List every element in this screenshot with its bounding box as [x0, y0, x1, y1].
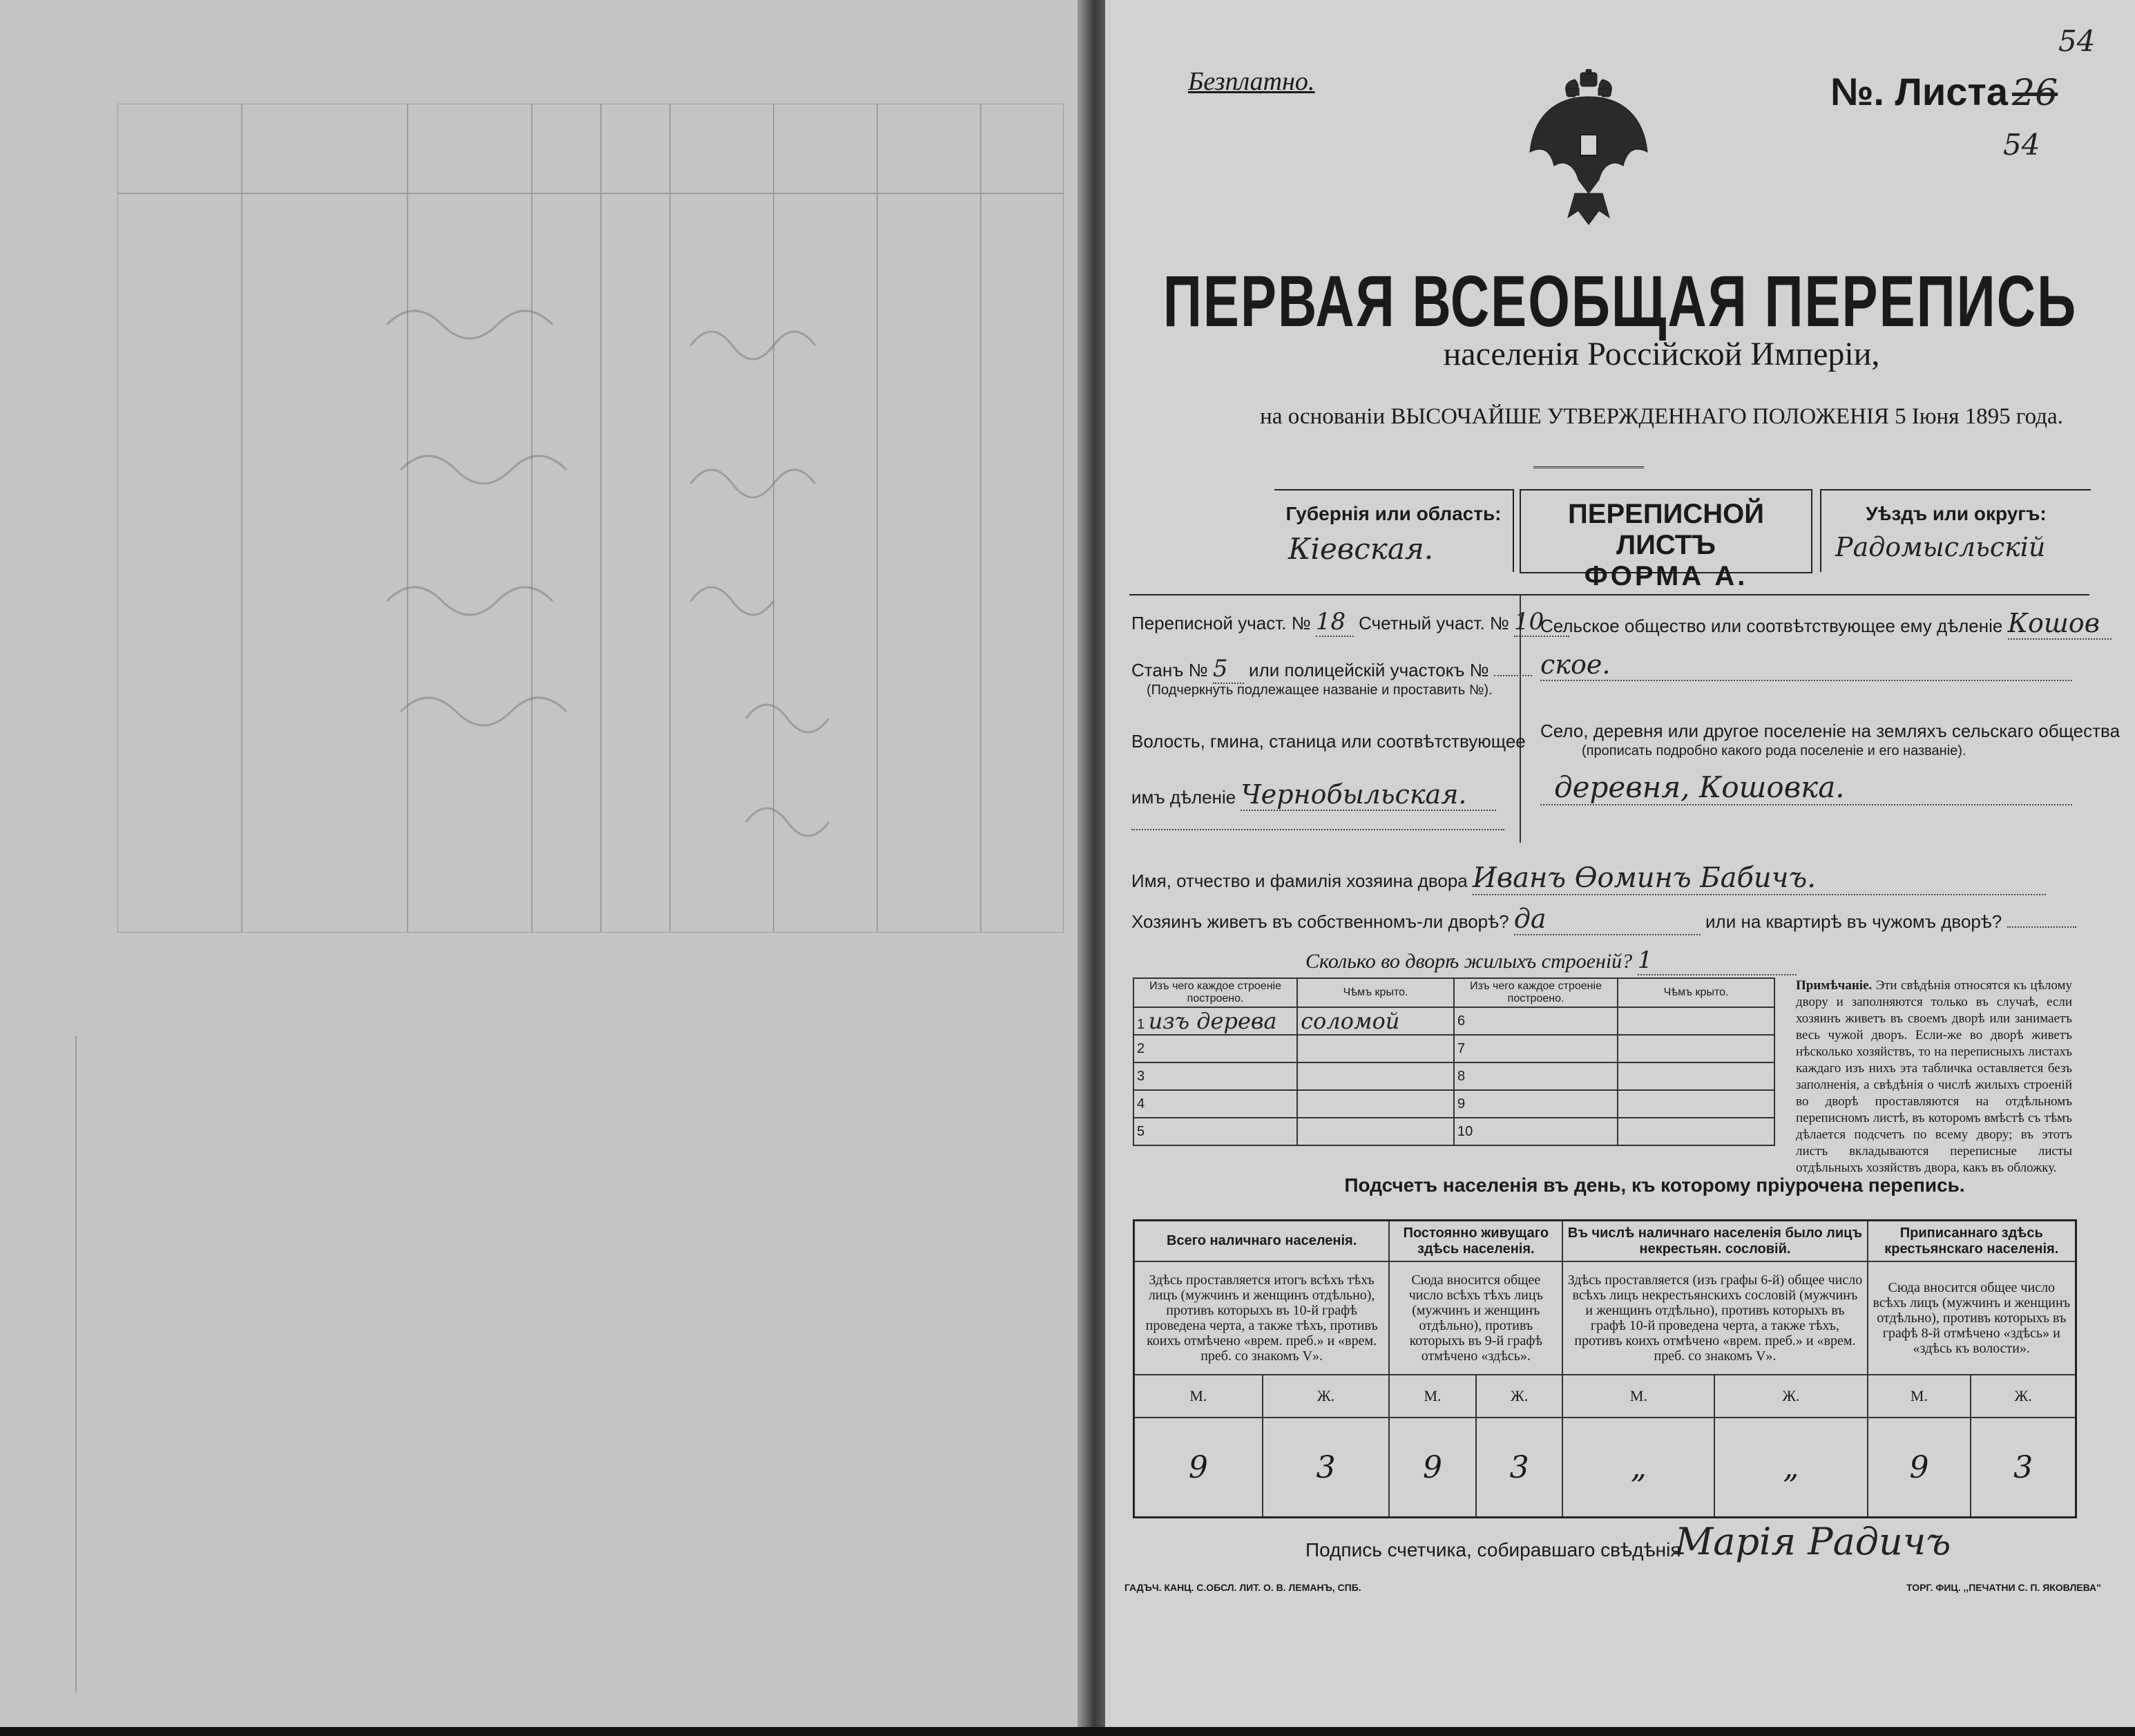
bld-cell — [1133, 1090, 1297, 1118]
row-number: 5 — [1137, 1123, 1145, 1139]
male-header: М. — [1134, 1375, 1263, 1418]
selskoe-value2: ское. — [1540, 649, 1611, 680]
stan-row — [1131, 655, 1532, 684]
book-gutter — [1078, 0, 1105, 1736]
bld-cell — [1454, 1118, 1618, 1145]
sheet-number-handwritten: 54 — [2003, 128, 2040, 162]
signature-value: Марія Радичъ — [1675, 1520, 1951, 1563]
bld-cell — [1133, 1062, 1297, 1090]
note-text: Эти свѣдѣнія относятся къ цѣлому двору и заполняются только въ случаѣ, если хозяинъ живетъ въ своемъ дворѣ или занимаетъ весь чужой дворъ. Если-же во дворѣ живетъ нѣсколько хозяйствъ, то на переписныхъ листахъ каждаго изъ нихъ эта табличка оставляется безъ заполненія, а свѣдѣнія о числѣ жилыхъ строеній во дворѣ проставляются на отдѣльномъ переписномъ листѣ, въ которомъ вмѣстѣ съ тѣмъ дѣлается подсчетъ по всему двору; въ этотъ листъ вкладываются переписные листы отдѣльныхъ хозяйствъ двора, какъ въ обложку. — [1796, 978, 2072, 1175]
buildings-note — [1796, 977, 2072, 1176]
selo-value: деревня, Кошовка. — [1554, 770, 1845, 804]
peasant-male: 9 — [1909, 1449, 1929, 1485]
sheet-number-crossed: 26 — [2011, 73, 2058, 114]
selo-row — [1540, 770, 2072, 805]
bld-cell — [1454, 1035, 1618, 1062]
table-row — [1133, 1007, 1774, 1035]
pop-value-cell — [1476, 1418, 1563, 1518]
pop-value-cell — [1868, 1418, 1971, 1518]
volost-extra-line — [1131, 829, 1504, 830]
uezd-label: Уѣздъ или округъ: — [1866, 503, 2047, 524]
selskoe-row2 — [1540, 649, 2072, 681]
female-header: Ж. — [1476, 1375, 1563, 1418]
pop-desc-total: Здѣсь проставляется итогъ всѣхъ тѣхъ лицъ (мужчинъ и женщинъ отдѣльно), противъ которыхъ въ 10-й графѣ проведена черта, а также тѣхъ, противъ коихъ отмѣчено «врем. преб.» и «врем. преб. со знакомъ V». — [1134, 1261, 1390, 1375]
bld-col-material-2: Изъ чего каждое строеніе построено. — [1454, 978, 1618, 1007]
table-row — [1133, 1090, 1774, 1118]
pop-value-cell — [1714, 1418, 1867, 1518]
total-female: 3 — [1316, 1449, 1336, 1485]
buildings-label: Сколько во дворѣ жилыхъ строеній? — [1305, 950, 1633, 973]
bld-cell — [1618, 1007, 1774, 1035]
sheet-number-label — [1830, 69, 2058, 114]
lives-value: да — [1514, 904, 1701, 935]
selskoe-row — [1540, 608, 2112, 640]
uezd-value: Радомысльскій — [1835, 532, 2046, 562]
owner-value: Иванъ Ѳоминъ Бабичъ. — [1473, 862, 2046, 895]
pop-desc-nonpeasant: Здѣсь проставляется (изъ графы 6-й) общее число всѣхъ лицъ некрестьянскихъ сословій (мужчинъ и женщинъ отдѣльно), противъ которыхъ въ графѣ 10-й проведена черта, а также тѣхъ, противъ коихъ отмѣчено «врем. преб.» и «врем. преб. со знакомъ V». — [1562, 1261, 1867, 1375]
pop-desc-peasant: Сюда вносится общее число всѣхъ лицъ (мужчинъ и женщинъ отдѣльно), противъ которыхъ въ графѣ 8-й отмѣчено «здѣсь» и «здѣсь къ волости». — [1868, 1261, 2076, 1375]
peasant-female: 3 — [2013, 1449, 2033, 1485]
corner-sheet-number: 54 — [2058, 24, 2096, 58]
lives-row — [1131, 904, 2076, 935]
gubernia-label: Губернія или область: — [1285, 503, 1502, 524]
table-row — [1133, 1062, 1774, 1090]
volost-value: Чернобыльская. — [1241, 779, 1496, 811]
male-header: М. — [1562, 1375, 1714, 1418]
pop-col-peasant: Приписаннаго здѣсь крестьянскаго населенія. — [1868, 1221, 2076, 1262]
nonpeasant-female: „ — [1783, 1449, 1799, 1485]
selskoe-value: Кошов — [2008, 608, 2112, 640]
row-number: 8 — [1457, 1068, 1466, 1084]
gubernia-box — [1274, 489, 1514, 572]
book-bottom-edge — [0, 1727, 2135, 1736]
signature-label: Подпись счетчика, собиравшаго свѣдѣнія — [1305, 1539, 1681, 1561]
bld-cell — [1618, 1035, 1774, 1062]
buildings-row — [1305, 946, 1797, 975]
imperial-eagle-icon — [1526, 69, 1651, 228]
uchastok-row — [1131, 608, 1569, 637]
lives-label2: или на квартирѣ въ чужомъ дворѣ? — [1705, 911, 2002, 932]
female-header: Ж. — [1971, 1375, 2076, 1418]
police-note: (Подчеркнуть подлежащее названіе и проставить №). — [1147, 683, 1493, 698]
bld-col-roof-2: Чѣмъ крыто. — [1618, 978, 1774, 1007]
population-heading: Подсчетъ населенія въ день, къ которому пріурочена перепись. — [1344, 1174, 1965, 1196]
sheet-label: №. Листа — [1830, 70, 2008, 113]
pop-value-cell — [1389, 1418, 1476, 1518]
stan-value: 5 — [1213, 655, 1244, 684]
permanent-male: 9 — [1423, 1449, 1443, 1485]
population-table — [1133, 1219, 2077, 1518]
uchastok-label: Переписной участ. № — [1131, 613, 1311, 633]
bld-cell — [1297, 1118, 1454, 1145]
police-label: или полицейскій участокъ № — [1249, 660, 1489, 680]
total-male: 9 — [1188, 1449, 1208, 1485]
uezd-box — [1820, 489, 2091, 572]
gubernia-value: Кіевская. — [1288, 532, 1434, 566]
bld-cell — [1454, 1062, 1618, 1090]
fields-frame — [1129, 594, 2089, 596]
volost-label2: имъ дѣленіе — [1131, 787, 1236, 808]
bld-cell — [1454, 1007, 1618, 1035]
bld-col-material: Изъ чего каждое строеніе построено. — [1133, 978, 1297, 1007]
owner-label: Имя, отчество и фамилія хозяина двора — [1131, 870, 1468, 891]
pop-col-permanent: Постоянно живущаго здѣсь населенія. — [1389, 1221, 1562, 1262]
row-number: 6 — [1457, 1013, 1466, 1029]
selskoe-label: Сельское общество или соотвѣтствующее ему дѣленіе — [1540, 616, 2003, 636]
stan-label: Станъ № — [1131, 660, 1208, 680]
bld-cell — [1133, 1118, 1297, 1145]
row-number: 9 — [1457, 1096, 1466, 1112]
selo-label: Село, деревня или другое поселеніе на земляхъ сельскаго общества — [1540, 721, 2120, 741]
row-number: 7 — [1457, 1040, 1466, 1056]
free-label: Безплатно. — [1188, 67, 1315, 96]
decorative-rule — [1533, 466, 1644, 468]
schet-value: 10 — [1514, 608, 1569, 637]
buildings-table — [1133, 977, 1775, 1146]
pop-desc-permanent: Сюда вносится общее число всѣхъ тѣхъ лицъ (мужчинъ и женщинъ отдѣльно), противъ которыхъ въ 9-й графѣ отмѣчено «здѣсь». — [1389, 1261, 1562, 1375]
bld-cell — [1618, 1118, 1774, 1145]
pop-value-cell — [1134, 1418, 1263, 1518]
bld-cell — [1618, 1090, 1774, 1118]
male-header: М. — [1868, 1375, 1971, 1418]
census-subtitle: населенія Россійской Имперіи, — [1443, 336, 1880, 372]
female-header: Ж. — [1714, 1375, 1867, 1418]
volost-label: Волость, гмина, станица или соотвѣтствующее — [1131, 731, 1526, 752]
table-row — [1133, 1118, 1774, 1145]
uchastok-value: 18 — [1316, 608, 1354, 637]
volost-row — [1131, 779, 1496, 811]
printer-left: ГАДЪЧ. КАНЦ. С.ОБСЛ. ЛИТ. О. В. ЛЕМАНЪ, СПБ. — [1124, 1582, 1361, 1593]
pop-value-cell — [1263, 1418, 1389, 1518]
bld-cell — [1454, 1090, 1618, 1118]
female-header: Ж. — [1263, 1375, 1389, 1418]
census-title: ПЕРВАЯ ВСЕОБЩАЯ ПЕРЕПИСЬ — [1162, 260, 2078, 343]
census-form-page — [1105, 0, 2135, 1736]
nonpeasant-male: „ — [1630, 1449, 1647, 1485]
form-title: ПЕРЕПИСНОЙ ЛИСТЪ — [1568, 499, 1764, 560]
police-value — [1494, 675, 1532, 676]
form-title-box — [1520, 489, 1812, 591]
pop-col-nonpeasant: Въ числѣ наличнаго населенія было лицъ некрестьян. сословій. — [1562, 1221, 1867, 1262]
row-number: 1 — [1137, 1017, 1145, 1032]
bld-cell — [1297, 1035, 1454, 1062]
bld-cell — [1297, 1007, 1454, 1035]
bld-cell — [1297, 1062, 1454, 1090]
bld-cell — [1618, 1062, 1774, 1090]
pop-value-cell — [1971, 1418, 2076, 1518]
lives-label: Хозяинъ живетъ въ собственномъ-ли дворѣ? — [1131, 911, 1509, 932]
bld-roof: соломой — [1301, 1008, 1400, 1034]
pop-col-total: Всего наличнаго населенія. — [1134, 1221, 1390, 1262]
pop-value-cell — [1562, 1418, 1714, 1518]
bld-cell — [1133, 1007, 1297, 1035]
schet-label: Счетный участ. № — [1359, 613, 1509, 633]
table-row — [1133, 1035, 1774, 1062]
row-number: 3 — [1137, 1068, 1145, 1084]
male-header: М. — [1389, 1375, 1476, 1418]
selo-note: (прописать подробно какого рода поселеніе и его названіе). — [1582, 743, 1966, 759]
bld-material: изъ дерева — [1148, 1008, 1277, 1034]
form-code: ФОРМА А. — [1584, 561, 1748, 591]
permanent-female: 3 — [1509, 1449, 1529, 1485]
buildings-value: 1 — [1638, 946, 1797, 975]
bld-cell — [1297, 1090, 1454, 1118]
bld-col-roof: Чѣмъ крыто. — [1297, 978, 1454, 1007]
owner-row — [1131, 862, 2046, 895]
lives-value2 — [2007, 926, 2076, 928]
printer-right: ТОРГ. ФИЦ. ,,ПЕЧАТНИ С. П. ЯКОВЛЕВА" — [1906, 1582, 2101, 1593]
row-number: 10 — [1457, 1123, 1473, 1139]
note-head: Примѣчаніе. — [1796, 978, 1873, 993]
census-basis: на основаніи ВЫСОЧАЙШЕ УТВЕРЖДЕННАГО ПОЛОЖЕНІЯ 5 Іюня 1895 года. — [1260, 404, 2063, 429]
row-number: 4 — [1137, 1096, 1145, 1112]
bld-cell — [1133, 1035, 1297, 1062]
row-number: 2 — [1137, 1040, 1145, 1056]
